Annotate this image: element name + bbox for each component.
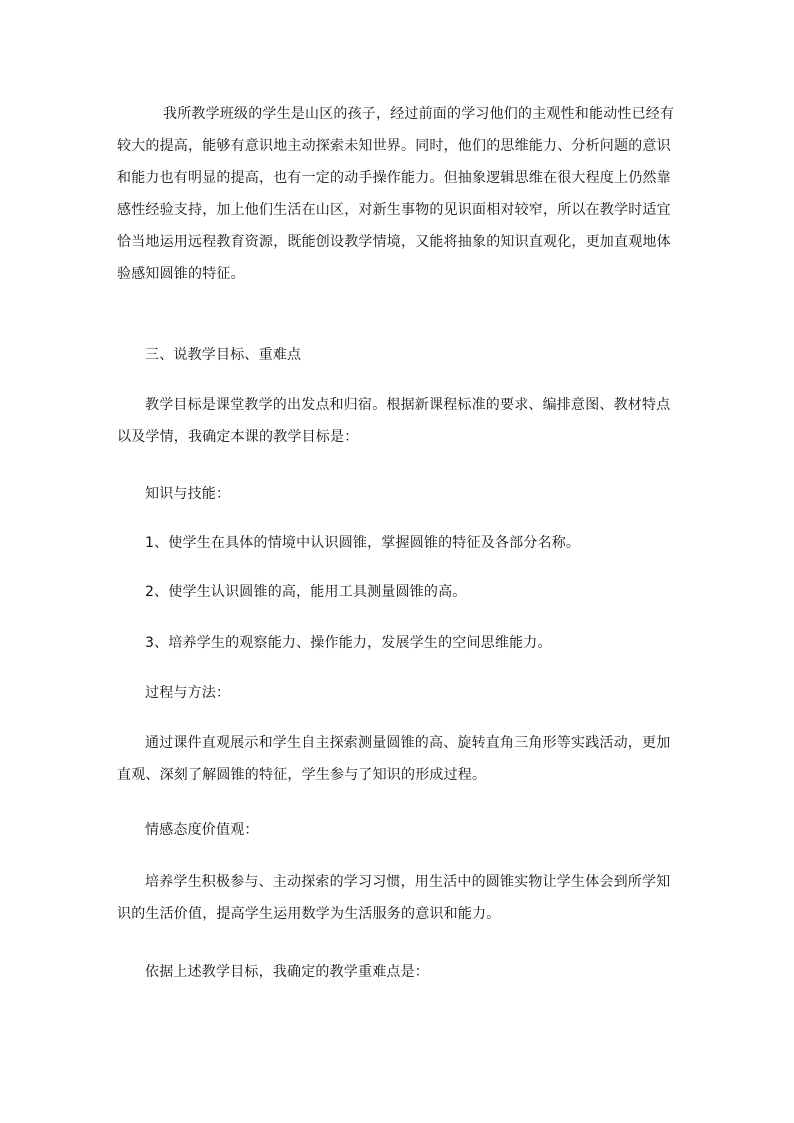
paragraph-student-analysis [117, 98, 681, 290]
subheading-text: 知识与技能： [145, 486, 231, 502]
paragraph-text: 依据上述教学目标，我确定的教学重难点是： [145, 964, 429, 980]
paragraph-text: 培养学生积极参与、主动探索的学习习惯，用生活中的圆锥实物让学生体会到所学知识的生活价值，提高学生运用数学为生活服务的意识和能力。 [117, 874, 671, 922]
paragraph-objectives-intro [117, 389, 681, 453]
paragraph-text: 教学目标是课堂教学的出发点和归宿。根据新课程标准的要求、编排意图、教材特点以及学情，我确定本课的教学目标是： [117, 397, 671, 445]
heading-text: 三、说教学目标、重难点 [145, 347, 302, 363]
subheading-emotion-values [117, 814, 681, 846]
subheading-knowledge-skills [117, 478, 681, 510]
paragraph-emotion-values [117, 866, 681, 930]
list-item-3 [117, 627, 681, 659]
subheading-text: 情感态度价值观： [145, 822, 259, 838]
list-item-text: 1、使学生在具体的情境中认识圆锥，掌握圆锥的特征及各部分名称。 [145, 535, 581, 551]
paragraph-text: 我所教学班级的学生是山区的孩子，经过前面的学习他们的主观性和能动性已经有较大的提高，能够有意识地主动探索未知世界。同时，他们的思维能力、分析问题的意识和能力也有明显的提高，也有一定的动手操作能力。但抽象逻辑思维在很大程度上仍然靠感性经验支持，加上他们生活在山区，对新生事物的见识面相对较窄，所以在教学时适宜恰当地运用远程教育资源，既能创设教学情境，又能将抽象的知识直观化，更加直观地体验感知圆锥的特征。 [117, 106, 675, 282]
paragraph-text: 通过课件直观展示和学生自主探索测量圆锥的高、旋转直角三角形等实践活动，更加直观、深刻了解圆锥的特征，学生参与了知识的形成过程。 [117, 735, 671, 783]
list-item-text: 2、使学生认识圆锥的高，能用工具测量圆锥的高。 [145, 584, 467, 600]
section-heading-objectives [117, 339, 681, 371]
subheading-text: 过程与方法： [145, 685, 231, 701]
paragraph-key-difficulties-intro [117, 956, 681, 988]
list-item-2 [117, 576, 681, 608]
list-item-1 [117, 527, 681, 559]
list-item-text: 3、培养学生的观察能力、操作能力，发展学生的空间思维能力。 [145, 635, 552, 651]
subheading-process-methods [117, 677, 681, 709]
paragraph-process-methods [117, 727, 681, 791]
